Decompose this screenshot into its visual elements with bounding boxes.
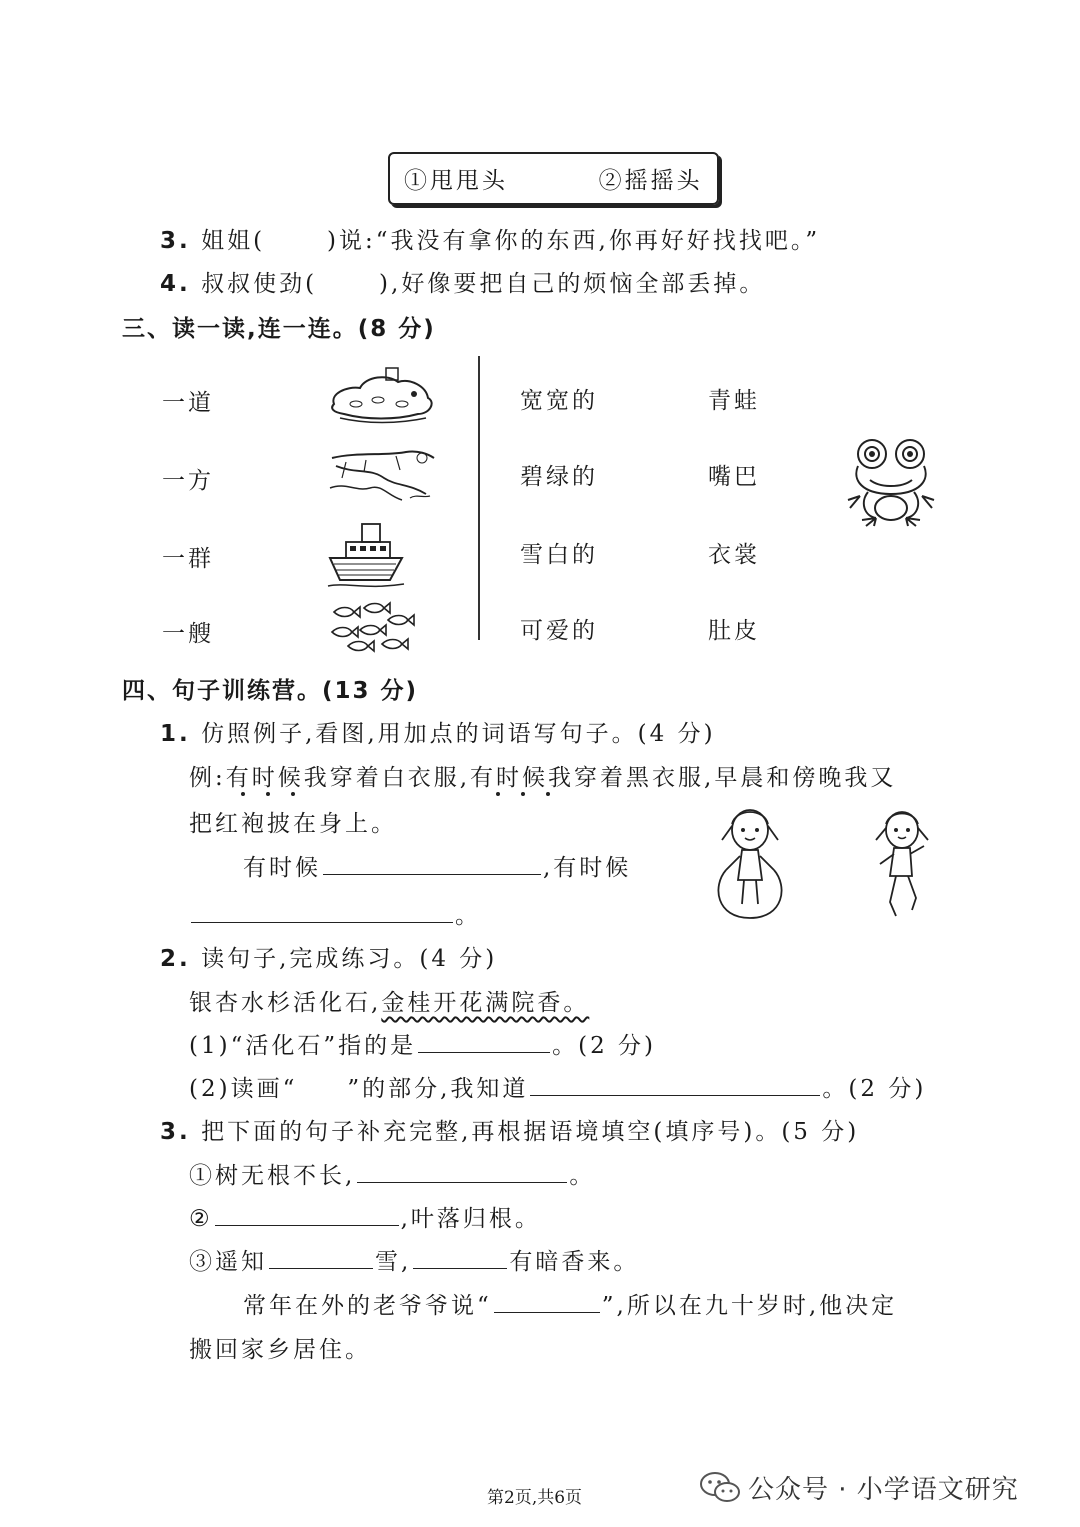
section-4-title: 四、句子训练营。(13 分) (122, 678, 419, 704)
mid-word-2: 碧绿的 (520, 464, 598, 490)
s4-q3-context (243, 1287, 897, 1320)
mid-word-3: 雪白的 (520, 542, 598, 568)
question-text: 仿照例子,看图,用加点的词语写句子。(4 分) (201, 721, 716, 747)
mid-word-4: 可爱的 (520, 618, 598, 644)
question-4 (160, 265, 765, 298)
answer-blank[interactable] (191, 921, 453, 923)
options-box (388, 152, 719, 205)
s4-q1-prompt (160, 715, 716, 748)
s4-q1-example-line2: 把红袍披在身上。 (189, 811, 397, 837)
s4-q2-sentence (189, 984, 589, 1017)
section-3-title: 三、读一读,连一连。(8 分) (122, 316, 436, 342)
s4-q1-fill-line2 (189, 897, 481, 930)
wavy-sample (297, 1076, 347, 1102)
line-text: ①树无根不长, (189, 1163, 356, 1189)
question-number: 2. (160, 946, 191, 972)
sub-text: (2)读画“ (189, 1076, 298, 1102)
question-number: 1. (160, 721, 191, 747)
s4-q3-context-line2: 搬回家乡居住。 (189, 1337, 371, 1363)
option-1: ①甩甩头 (404, 168, 508, 194)
left-word-2: 一方 (162, 468, 214, 494)
s4-q3-prompt (160, 1113, 859, 1146)
left-word-1: 一道 (162, 390, 214, 416)
line-text: 雪, (375, 1249, 412, 1275)
question-text: 叔叔使劲( (201, 271, 318, 297)
girl-running-icon (866, 806, 936, 922)
line-text: ② (189, 1206, 213, 1232)
girl-jumping-rope-icon (710, 806, 790, 920)
s4-q1-example-line1: 例:有时候我穿着白衣服,有时候我穿着黑衣服,早晨和傍晚我又 (189, 765, 897, 791)
option-2: ②摇摇头 (598, 168, 703, 194)
answer-blank[interactable] (215, 1224, 399, 1226)
ship-icon (326, 518, 406, 590)
mid-word-1: 宽宽的 (520, 388, 598, 414)
fill-text: 。 (455, 903, 481, 929)
question-text: ),好像要把自己的烦恼全部丢掉。 (379, 271, 766, 297)
question-text: 读句子,完成练习。(4 分) (201, 946, 498, 972)
s4-q3-line2 (189, 1200, 541, 1233)
fill-text: ,有时候 (543, 855, 632, 881)
s4-q3-line3 (189, 1243, 639, 1276)
right-word-2: 嘴巴 (708, 464, 760, 490)
line-text: ,叶落归根。 (400, 1206, 541, 1232)
column-divider (478, 356, 480, 640)
watermark (700, 1469, 1019, 1506)
question-number: 4. (160, 271, 191, 297)
question-number: 3. (160, 1119, 191, 1145)
sub-text: (1)“活化石”指的是 (189, 1033, 417, 1059)
line-text: ③遥知 (189, 1249, 267, 1275)
line-text: 。 (569, 1163, 596, 1189)
right-word-1: 青蛙 (708, 388, 760, 414)
question-number: 3. (160, 228, 191, 254)
answer-blank[interactable] (269, 1267, 373, 1269)
left-word-3: 一群 (162, 546, 214, 572)
answer-blank[interactable] (494, 1311, 600, 1313)
sentence-text: 银杏水杉活化石, (189, 990, 382, 1016)
right-word-3: 衣裳 (708, 542, 760, 568)
watermark-text: 公众号 · 小学语文研究 (748, 1475, 1019, 1505)
left-word-4: 一艘 (162, 621, 214, 647)
context-text: 常年在外的老爷爷说“ (243, 1293, 492, 1319)
sub-text: ”的部分,我知道 (347, 1076, 529, 1102)
s4-q3-line1 (189, 1157, 595, 1190)
wechat-icon (700, 1471, 740, 1505)
frog-icon (846, 436, 936, 528)
answer-blank[interactable] (357, 1181, 567, 1183)
question-text: )说:“我没有拿你的东西,你再好好找找吧。” (327, 228, 821, 254)
right-word-4: 肚皮 (708, 618, 760, 644)
answer-blank[interactable] (413, 1267, 507, 1269)
question-text: 把下面的句子补充完整,再根据语境填空(填序号)。(5 分) (201, 1119, 860, 1145)
question-3 (160, 222, 820, 255)
s4-q2-prompt (160, 940, 497, 973)
s4-q2-sub1 (189, 1027, 656, 1060)
s4-q2-sub2 (189, 1070, 926, 1103)
river-icon (326, 448, 438, 506)
context-text: ”,所以在九十岁时,他决定 (601, 1293, 898, 1319)
answer-blank[interactable] (530, 1094, 820, 1096)
answer-blank[interactable] (323, 873, 541, 875)
island-icon (326, 364, 438, 426)
sub-text: 。(2 分) (822, 1076, 927, 1102)
sub-text: 。(2 分) (552, 1033, 656, 1059)
answer-blank[interactable] (418, 1051, 550, 1053)
page-number: 第2页,共6页 (487, 1488, 583, 1508)
fish-school-icon (328, 602, 418, 654)
question-text: 姐姐( (201, 228, 266, 254)
wavy-underlined-text: 金桂开花满院香。 (381, 990, 590, 1016)
s4-q1-fill-line (243, 849, 631, 882)
fill-text: 有时候 (243, 855, 321, 881)
line-text: 有暗香来。 (509, 1249, 640, 1275)
